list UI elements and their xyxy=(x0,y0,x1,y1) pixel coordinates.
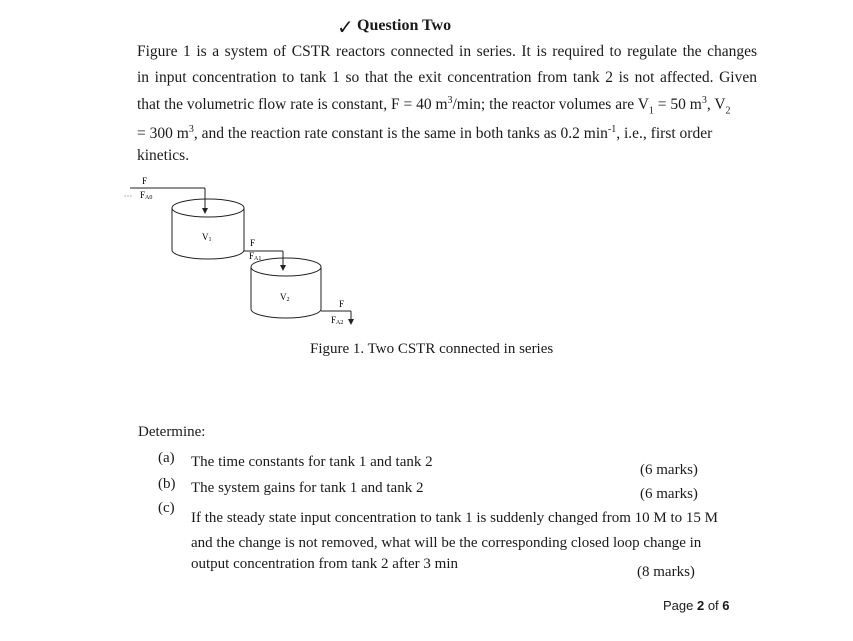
item-a-text: The time constants for tank 1 and tank 2 xyxy=(191,454,433,470)
tank-1-label-sub: 1 xyxy=(208,237,212,243)
page-total: 6 xyxy=(722,598,730,613)
item-c-text-1: If the steady state input concentration to tank 1 is suddenly changed from 10 M to 15 M xyxy=(191,510,718,526)
item-c-marks: (8 marks) xyxy=(637,564,695,580)
determine-heading: Determine: xyxy=(138,424,206,440)
figure-caption: Figure 1. Two CSTR connected in series xyxy=(310,341,554,357)
item-c-text-3: output concentration from tank 2 after 3 min xyxy=(191,556,459,572)
inlet-f-label: F xyxy=(142,176,148,186)
mid-arrow-icon xyxy=(280,265,286,271)
problem-line-3-text-b: /min; the reactor volumes are V xyxy=(452,96,649,114)
page-current: 2 xyxy=(696,598,705,613)
problem-line-1: Figure 1 is a system of CSTR reactors connected in series. It is required to regulate the changes xyxy=(137,43,757,60)
page-prefix: Page xyxy=(663,598,697,613)
tank-1-label xyxy=(202,232,212,243)
tank-2-label-sub: 2 xyxy=(286,297,290,303)
question-title: Question Two xyxy=(357,17,452,34)
inlet-arrow-icon xyxy=(202,208,208,214)
inlet-fa-sub: A0 xyxy=(145,195,153,201)
item-b-text: The system gains for tank 1 and tank 2 xyxy=(191,480,424,496)
problem-line-5: kinetics. xyxy=(137,147,190,164)
problem-line-4-sup: 3 xyxy=(188,124,194,135)
problem-line-3-text-c: = 50 m xyxy=(653,96,702,114)
inlet-fa-text: F xyxy=(140,190,146,200)
tank-1-label-text: V xyxy=(202,232,209,242)
problem-line-4 xyxy=(137,124,712,143)
out-fa-sub: A2 xyxy=(336,320,344,326)
item-b-marks: (6 marks) xyxy=(640,486,698,502)
problem-line-3 xyxy=(137,95,731,116)
item-c-text-2: and the change is not removed, what will be the corresponding closed loop change in xyxy=(191,535,702,551)
page-mid: of xyxy=(704,598,723,613)
problem-line-4-sup-2: -1 xyxy=(607,124,617,135)
problem-line-3-sup: 3 xyxy=(447,95,453,106)
item-a-label: (a) xyxy=(158,450,175,466)
inlet-fa-label xyxy=(140,190,152,201)
mid-f-label: F xyxy=(250,238,256,248)
problem-line-3-text-d: , V xyxy=(706,96,726,114)
problem-line-4-text: = 300 m xyxy=(137,125,189,143)
problem-line-3-text: that the volumetric flow rate is constant, F = 40 m xyxy=(137,96,448,114)
mid-fa-label xyxy=(249,251,261,262)
problem-line-3-sub: 1 xyxy=(648,105,654,117)
mid-fa-text: F xyxy=(249,251,255,261)
cstr-diagram xyxy=(120,170,380,340)
problem-line-3-sup-2: 3 xyxy=(701,95,707,106)
problem-line-2: in input concentration to tank 1 so that the exit concentration from tank 2 is not affected. Given xyxy=(137,69,757,86)
mid-fa-sub: A1 xyxy=(254,256,262,262)
item-c-label: (c) xyxy=(158,500,175,516)
problem-line-4-text-b: , and the reaction rate constant is the same in both tanks as 0.2 min xyxy=(193,125,608,143)
problem-line-3-sub-2: 2 xyxy=(725,105,731,117)
item-a-marks: (6 marks) xyxy=(640,462,698,478)
out-fa-label xyxy=(331,315,343,326)
tank-2-label-text: V xyxy=(280,292,287,302)
outlet-arrow-icon xyxy=(348,319,354,325)
out-f-label: F xyxy=(339,299,345,309)
check-mark-icon: ✓ xyxy=(337,15,354,39)
problem-line-4-text-c: , i.e., first order xyxy=(616,125,713,143)
item-b-label: (b) xyxy=(158,476,176,492)
out-fa-text: F xyxy=(331,315,337,325)
tank-2-label xyxy=(280,292,290,303)
tank-2-top xyxy=(251,258,321,276)
page-number xyxy=(663,598,730,613)
